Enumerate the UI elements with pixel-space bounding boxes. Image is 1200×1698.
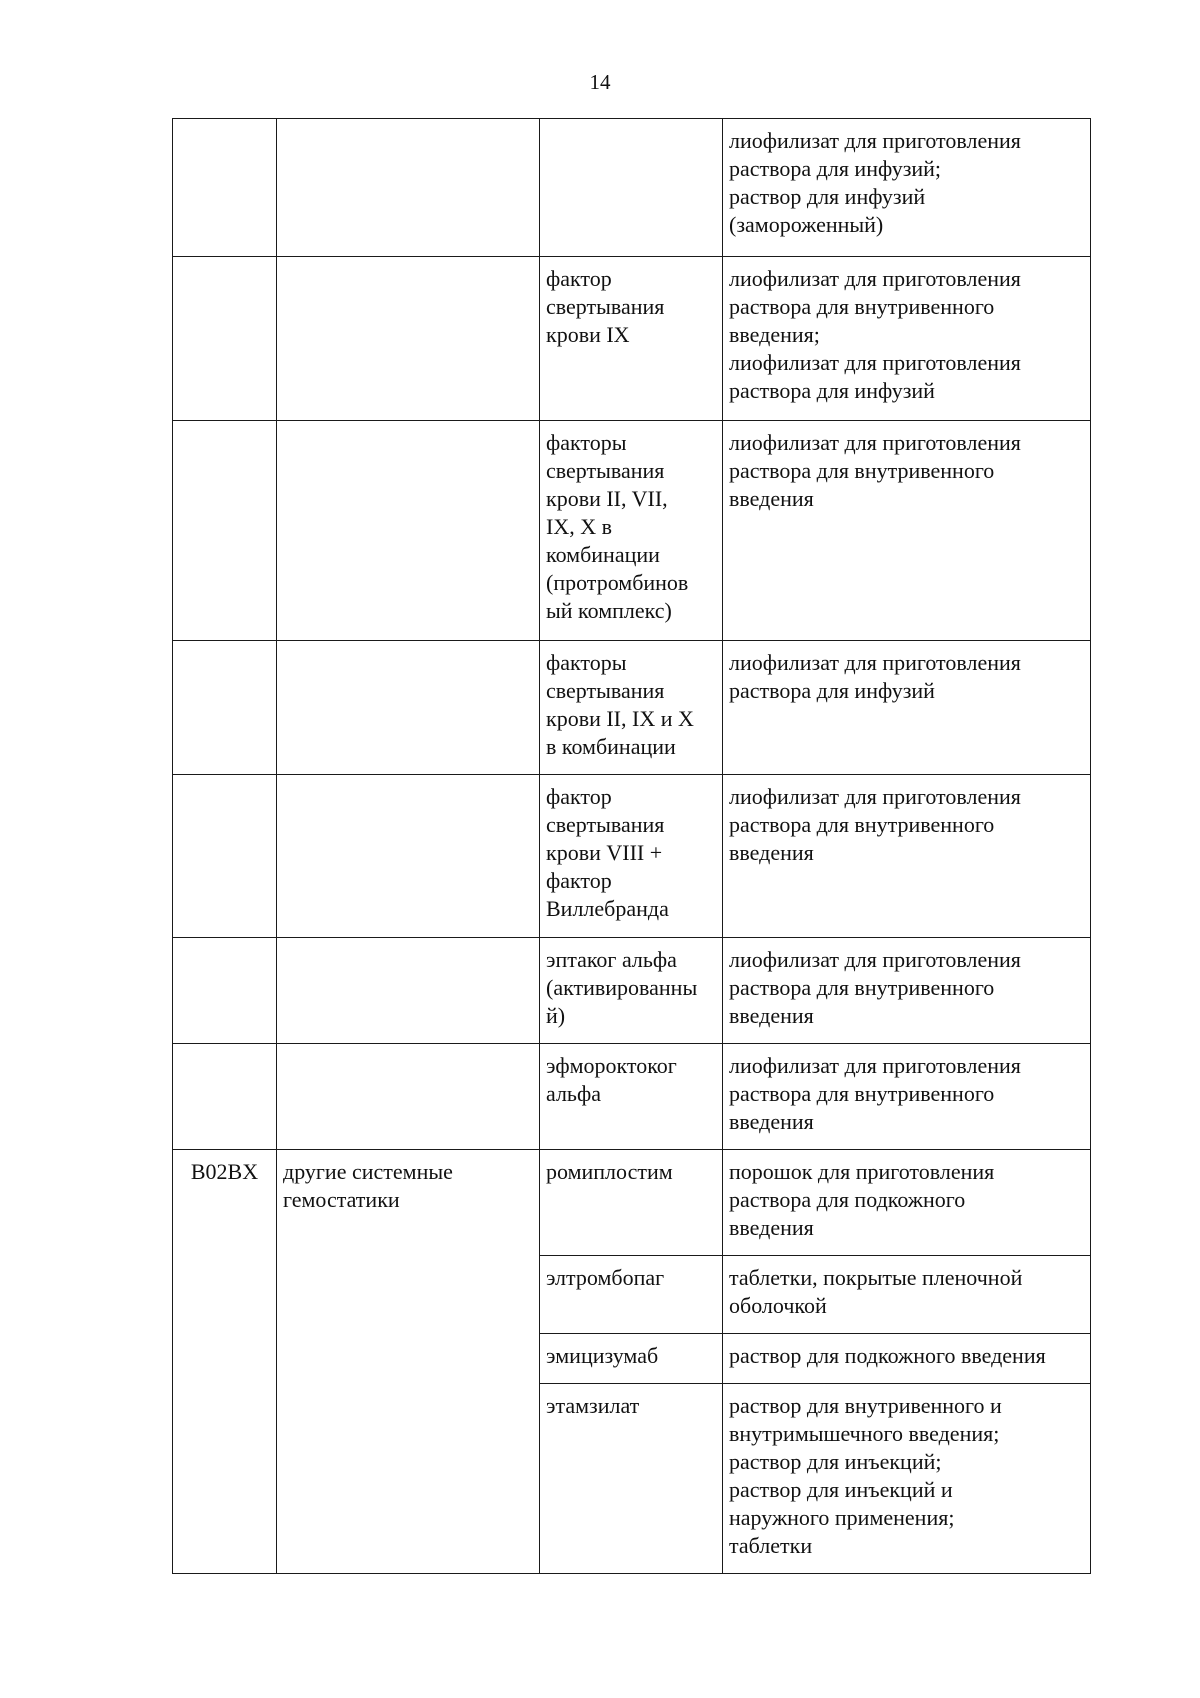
table-row bbox=[173, 938, 1091, 1044]
table-row bbox=[173, 775, 1091, 938]
group-cell bbox=[277, 1044, 540, 1150]
drug-name-cell bbox=[540, 119, 723, 257]
dosage-form-cell: лиофилизат для приготовления раствора для внутривенного введения bbox=[723, 1044, 1091, 1150]
drug-name-cell: этамзилат bbox=[540, 1384, 723, 1574]
dosage-form-cell: лиофилизат для приготовления раствора для инфузий; раствор для инфузий (замороженный) bbox=[723, 119, 1091, 257]
table-row bbox=[173, 257, 1091, 421]
group-cell bbox=[277, 119, 540, 257]
drug-name-cell: факторы свертывания крови II, IX и X в комбинации bbox=[540, 641, 723, 775]
group-cell bbox=[277, 641, 540, 775]
group-cell bbox=[277, 257, 540, 421]
dosage-form-cell: лиофилизат для приготовления раствора для инфузий bbox=[723, 641, 1091, 775]
atc-code-cell bbox=[173, 938, 277, 1044]
table-row bbox=[173, 1150, 1091, 1256]
table-row bbox=[173, 1044, 1091, 1150]
atc-code-cell bbox=[173, 1044, 277, 1150]
group-cell bbox=[277, 775, 540, 938]
group-cell bbox=[277, 938, 540, 1044]
atc-code-cell bbox=[173, 641, 277, 775]
drug-name-cell: факторы свертывания крови II, VII, IX, X в комбинации (протромбинов ый комплекс) bbox=[540, 421, 723, 641]
atc-code-cell bbox=[173, 257, 277, 421]
table-row bbox=[173, 119, 1091, 257]
dosage-form-cell: раствор для внутривенного и внутримышечного введения; раствор для инъекций; раствор для инъекций и наружного применения; таблетки bbox=[723, 1384, 1091, 1574]
dosage-form-cell: лиофилизат для приготовления раствора для внутривенного введения bbox=[723, 421, 1091, 641]
table-row bbox=[173, 641, 1091, 775]
atc-code-cell bbox=[173, 119, 277, 257]
drug-name-cell: фактор свертывания крови VIII + фактор Виллебранда bbox=[540, 775, 723, 938]
drug-name-cell: элтромбопаг bbox=[540, 1256, 723, 1334]
atc-code-cell bbox=[173, 421, 277, 641]
dosage-form-cell: лиофилизат для приготовления раствора для внутривенного введения bbox=[723, 775, 1091, 938]
drug-name-cell: фактор свертывания крови IX bbox=[540, 257, 723, 421]
group-cell: другие системные гемостатики bbox=[277, 1150, 540, 1574]
drug-name-cell: эмицизумаб bbox=[540, 1334, 723, 1384]
page-number: 14 bbox=[589, 70, 611, 94]
dosage-form-cell: лиофилизат для приготовления раствора для внутривенного введения; лиофилизат для приготовления раствора для инфузий bbox=[723, 257, 1091, 421]
dosage-form-cell: раствор для подкожного введения bbox=[723, 1334, 1091, 1384]
group-cell bbox=[277, 421, 540, 641]
dosage-form-cell: таблетки, покрытые пленочной оболочкой bbox=[723, 1256, 1091, 1334]
atc-code-cell bbox=[173, 775, 277, 938]
drug-name-cell: эптаког альфа (активированны й) bbox=[540, 938, 723, 1044]
drug-name-cell: эфмороктоког альфа bbox=[540, 1044, 723, 1150]
table-row bbox=[173, 421, 1091, 641]
atc-code-cell: B02BX bbox=[173, 1150, 277, 1574]
dosage-form-cell: лиофилизат для приготовления раствора для внутривенного введения bbox=[723, 938, 1091, 1044]
drug-table bbox=[172, 118, 1091, 1574]
dosage-form-cell: порошок для приготовления раствора для подкожного введения bbox=[723, 1150, 1091, 1256]
drug-name-cell: ромиплостим bbox=[540, 1150, 723, 1256]
